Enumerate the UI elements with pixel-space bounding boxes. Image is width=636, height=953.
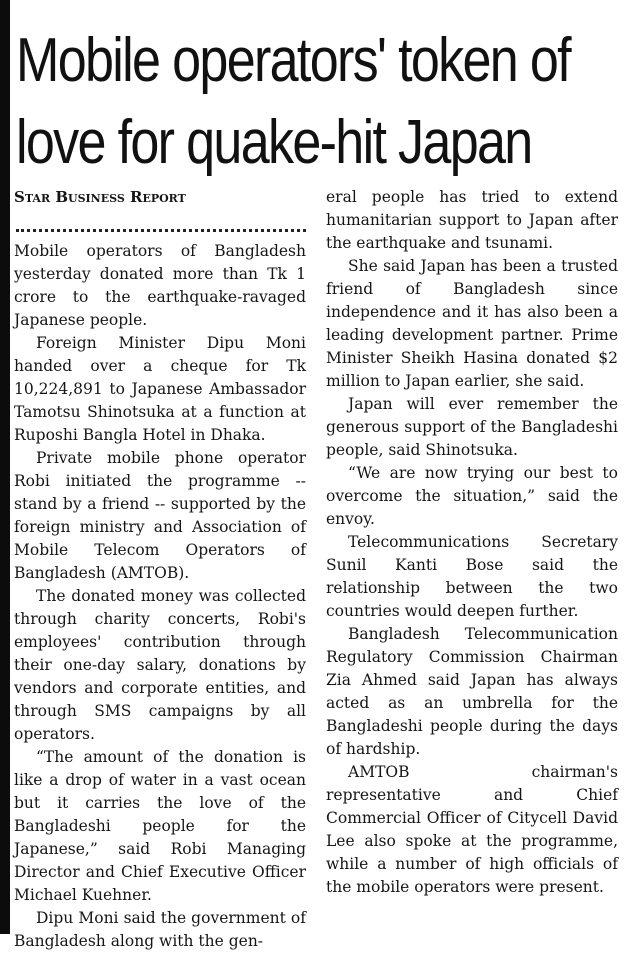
headline-line-1: Mobile operators' token of [16, 26, 570, 95]
article-headline [16, 20, 570, 184]
byline-dotted-rule [16, 209, 306, 232]
article-column-left [14, 186, 306, 953]
paragraph: The donated money was collected through charity concerts, Robi's employees' contribution through their one-day salary, donations by vendors and corporate entities, and through SMS campaigns by all operators. [14, 587, 306, 743]
headline-line-2: love for quake-hit Japan [16, 108, 532, 177]
paragraph: “We are now trying our best to overcome the situation,” said the envoy. [326, 464, 618, 528]
paragraph: Dipu Moni said the government of Bangladesh along with the gen- [14, 909, 306, 950]
paragraph: Telecommunications Secretary Sunil Kanti Bose said the relationship between the two countries would deepen further. [326, 533, 618, 620]
paragraph: Bangladesh Telecommunication Regulatory Commission Chairman Zia Ahmed said Japan has always acted as an umbrella for the Bangladeshi people during the days of hardship. [326, 625, 618, 758]
byline: Star Business Report [14, 188, 186, 206]
paragraph: AMTOB chairman's representative and Chief Commercial Officer of Citycell David Lee also spoke at the programme, while a number of high officials of the mobile operators were present. [326, 763, 618, 896]
paragraph: Private mobile phone operator Robi initiated the programme -- stand by a friend -- supported by the foreign ministry and Association of Mobile Telecom Operators of Bangladesh (AMTOB). [14, 449, 306, 582]
paragraph: She said Japan has been a trusted friend of Bangladesh since independence and it has also been a leading development partner. Prime Minister Sheikh Hasina donated $2 million to Japan earlier, she said. [326, 257, 618, 390]
paragraph: Japan will ever remember the generous support of the Bangladeshi people, said Shinotsuka. [326, 395, 618, 459]
article-column-right [326, 186, 618, 899]
left-margin-bar [0, 0, 10, 934]
paragraph: Mobile operators of Bangladesh yesterday donated more than Tk 1 crore to the earthquake-ravaged Japanese people. [14, 242, 306, 329]
paragraph: eral people has tried to extend humanitarian support to Japan after the earthquake and tsunami. [326, 188, 618, 252]
paragraph: Foreign Minister Dipu Moni handed over a cheque for Tk 10,224,891 to Japanese Ambassador Tamotsu Shinotsuka at a function at Ruposhi Bangla Hotel in Dhaka. [14, 334, 306, 444]
paragraph: “The amount of the donation is like a drop of water in a vast ocean but it carries the love of the Bangladeshi people for the Japanese,” said Robi Managing Director and Chief Executive Officer Michael Kuehner. [14, 748, 306, 904]
